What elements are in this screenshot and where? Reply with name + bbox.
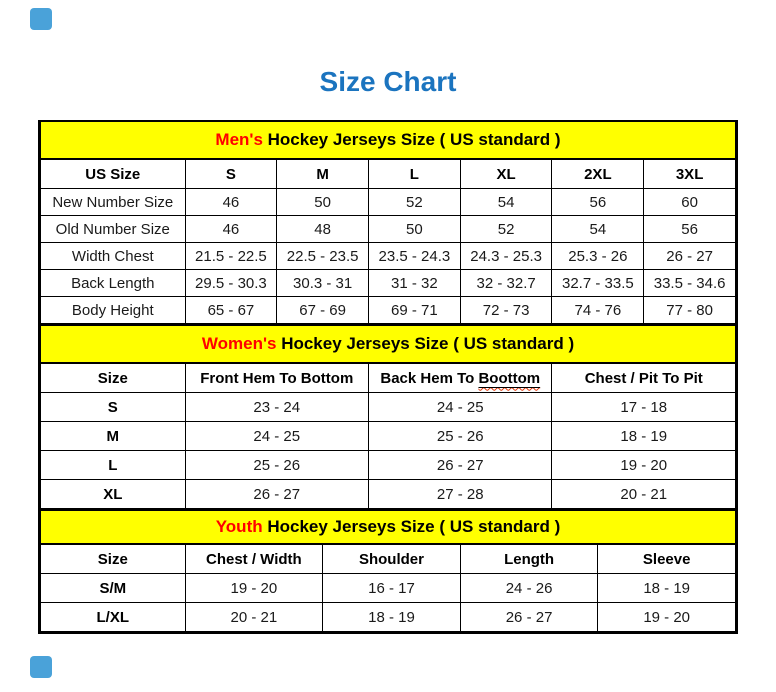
size-value-cell: 50 [369,216,461,243]
size-value-cell: 18 - 19 [552,422,736,451]
table-row [41,393,736,422]
size-value-cell: 17 - 18 [552,393,736,422]
decorative-blue-square-top [30,8,52,30]
size-value-cell: 50 [277,189,369,216]
table-row [41,189,736,216]
womens-section-title-highlight: Women's [201,334,277,353]
row-label: Body Height [41,297,186,324]
column-header: Size [41,544,186,574]
size-value-cell: 33.5 - 34.6 [644,270,736,297]
size-value-cell: 46 [185,189,277,216]
youth-size-table [40,509,736,632]
size-value-cell: 69 - 71 [369,297,461,324]
size-value-cell: 24 - 25 [185,422,368,451]
size-value-cell: 52 [369,189,461,216]
size-value-cell: 77 - 80 [644,297,736,324]
size-value-cell: 26 - 27 [644,243,736,270]
size-value-cell: 21.5 - 22.5 [185,243,277,270]
size-value-cell: 54 [460,189,552,216]
row-label: S [41,393,186,422]
column-header: Length [460,544,598,574]
size-chart [38,120,738,634]
size-value-cell: 65 - 67 [185,297,277,324]
womens-size-table [40,324,736,509]
mens-size-table [40,122,736,324]
column-header: Chest / Width [185,544,323,574]
table-row [41,270,736,297]
column-header: S [185,159,277,189]
decorative-blue-square-bottom [30,656,52,678]
table-row [41,243,736,270]
column-header: Sleeve [598,544,736,574]
size-value-cell: 25.3 - 26 [552,243,644,270]
size-value-cell: 30.3 - 31 [277,270,369,297]
column-header: Chest / Pit To Pit [552,363,736,393]
youth-column-header-row [41,544,736,574]
youth-section-band [41,510,736,544]
page-title: Size Chart [319,66,457,97]
youth-section-title-highlight: Youth [215,517,263,536]
size-value-cell: 26 - 27 [369,451,552,480]
column-header: 2XL [552,159,644,189]
size-value-cell: 24 - 26 [460,574,598,603]
column-header: Front Hem To Bottom [185,363,368,393]
size-value-cell: 18 - 19 [598,574,736,603]
row-label: New Number Size [41,189,186,216]
size-value-cell: 48 [277,216,369,243]
row-label: Old Number Size [41,216,186,243]
youth-section-title-rest: Hockey Jerseys Size ( US standard ) [262,517,561,536]
size-value-cell: 25 - 26 [369,422,552,451]
row-label: S/M [41,574,186,603]
womens-section-title [41,325,736,363]
size-value-cell: 29.5 - 30.3 [185,270,277,297]
size-value-cell: 23 - 24 [185,393,368,422]
womens-section-band [41,325,736,363]
spellcheck-underline [478,370,540,387]
row-label: XL [41,480,186,509]
size-value-cell: 18 - 19 [323,603,461,632]
size-value-cell: 32.7 - 33.5 [552,270,644,297]
size-value-cell: 46 [185,216,277,243]
table-row [41,451,736,480]
size-value-cell: 72 - 73 [460,297,552,324]
size-value-cell: 22.5 - 23.5 [277,243,369,270]
size-value-cell: 19 - 20 [552,451,736,480]
size-value-cell: 74 - 76 [552,297,644,324]
column-header-misspelled: Back Hem To Boottom [369,363,552,393]
size-value-cell: 19 - 20 [598,603,736,632]
size-value-cell: 20 - 21 [185,603,323,632]
womens-column-header-row [41,363,736,393]
size-value-cell: 25 - 26 [185,451,368,480]
column-header: Shoulder [323,544,461,574]
table-row [41,603,736,632]
size-value-cell: 54 [552,216,644,243]
column-header: Size [41,363,186,393]
row-label: Back Length [41,270,186,297]
size-value-cell: 26 - 27 [460,603,598,632]
mens-section-title-highlight: Men's [215,130,263,149]
size-value-cell: 56 [644,216,736,243]
column-header: US Size [41,159,186,189]
row-label: L/XL [41,603,186,632]
size-value-cell: 31 - 32 [369,270,461,297]
size-value-cell: 24 - 25 [369,393,552,422]
size-value-cell: 19 - 20 [185,574,323,603]
column-header: XL [460,159,552,189]
size-value-cell: 16 - 17 [323,574,461,603]
size-value-cell: 52 [460,216,552,243]
size-value-cell: 20 - 21 [552,480,736,509]
size-value-cell: 24.3 - 25.3 [460,243,552,270]
size-value-cell: 32 - 32.7 [460,270,552,297]
womens-section-title-rest: Hockey Jerseys Size ( US standard ) [276,334,575,353]
mens-column-header-row [41,159,736,189]
mens-section-title [41,122,736,159]
column-header: M [277,159,369,189]
size-value-cell: 67 - 69 [277,297,369,324]
table-row [41,216,736,243]
table-row [41,480,736,509]
mens-section-title-rest: Hockey Jerseys Size ( US standard ) [262,130,561,149]
column-header: 3XL [644,159,736,189]
table-row [41,422,736,451]
youth-section-title [41,510,736,544]
size-value-cell: 26 - 27 [185,480,368,509]
row-label: M [41,422,186,451]
size-value-cell: 23.5 - 24.3 [369,243,461,270]
size-value-cell: 27 - 28 [369,480,552,509]
misspelled-word: Boottom [478,369,541,387]
column-header: L [369,159,461,189]
size-value-cell: 60 [644,189,736,216]
size-value-cell: 56 [552,189,644,216]
table-row [41,574,736,603]
mens-section-band [41,122,736,159]
row-label: L [41,451,186,480]
table-row [41,297,736,324]
row-label: Width Chest [41,243,186,270]
